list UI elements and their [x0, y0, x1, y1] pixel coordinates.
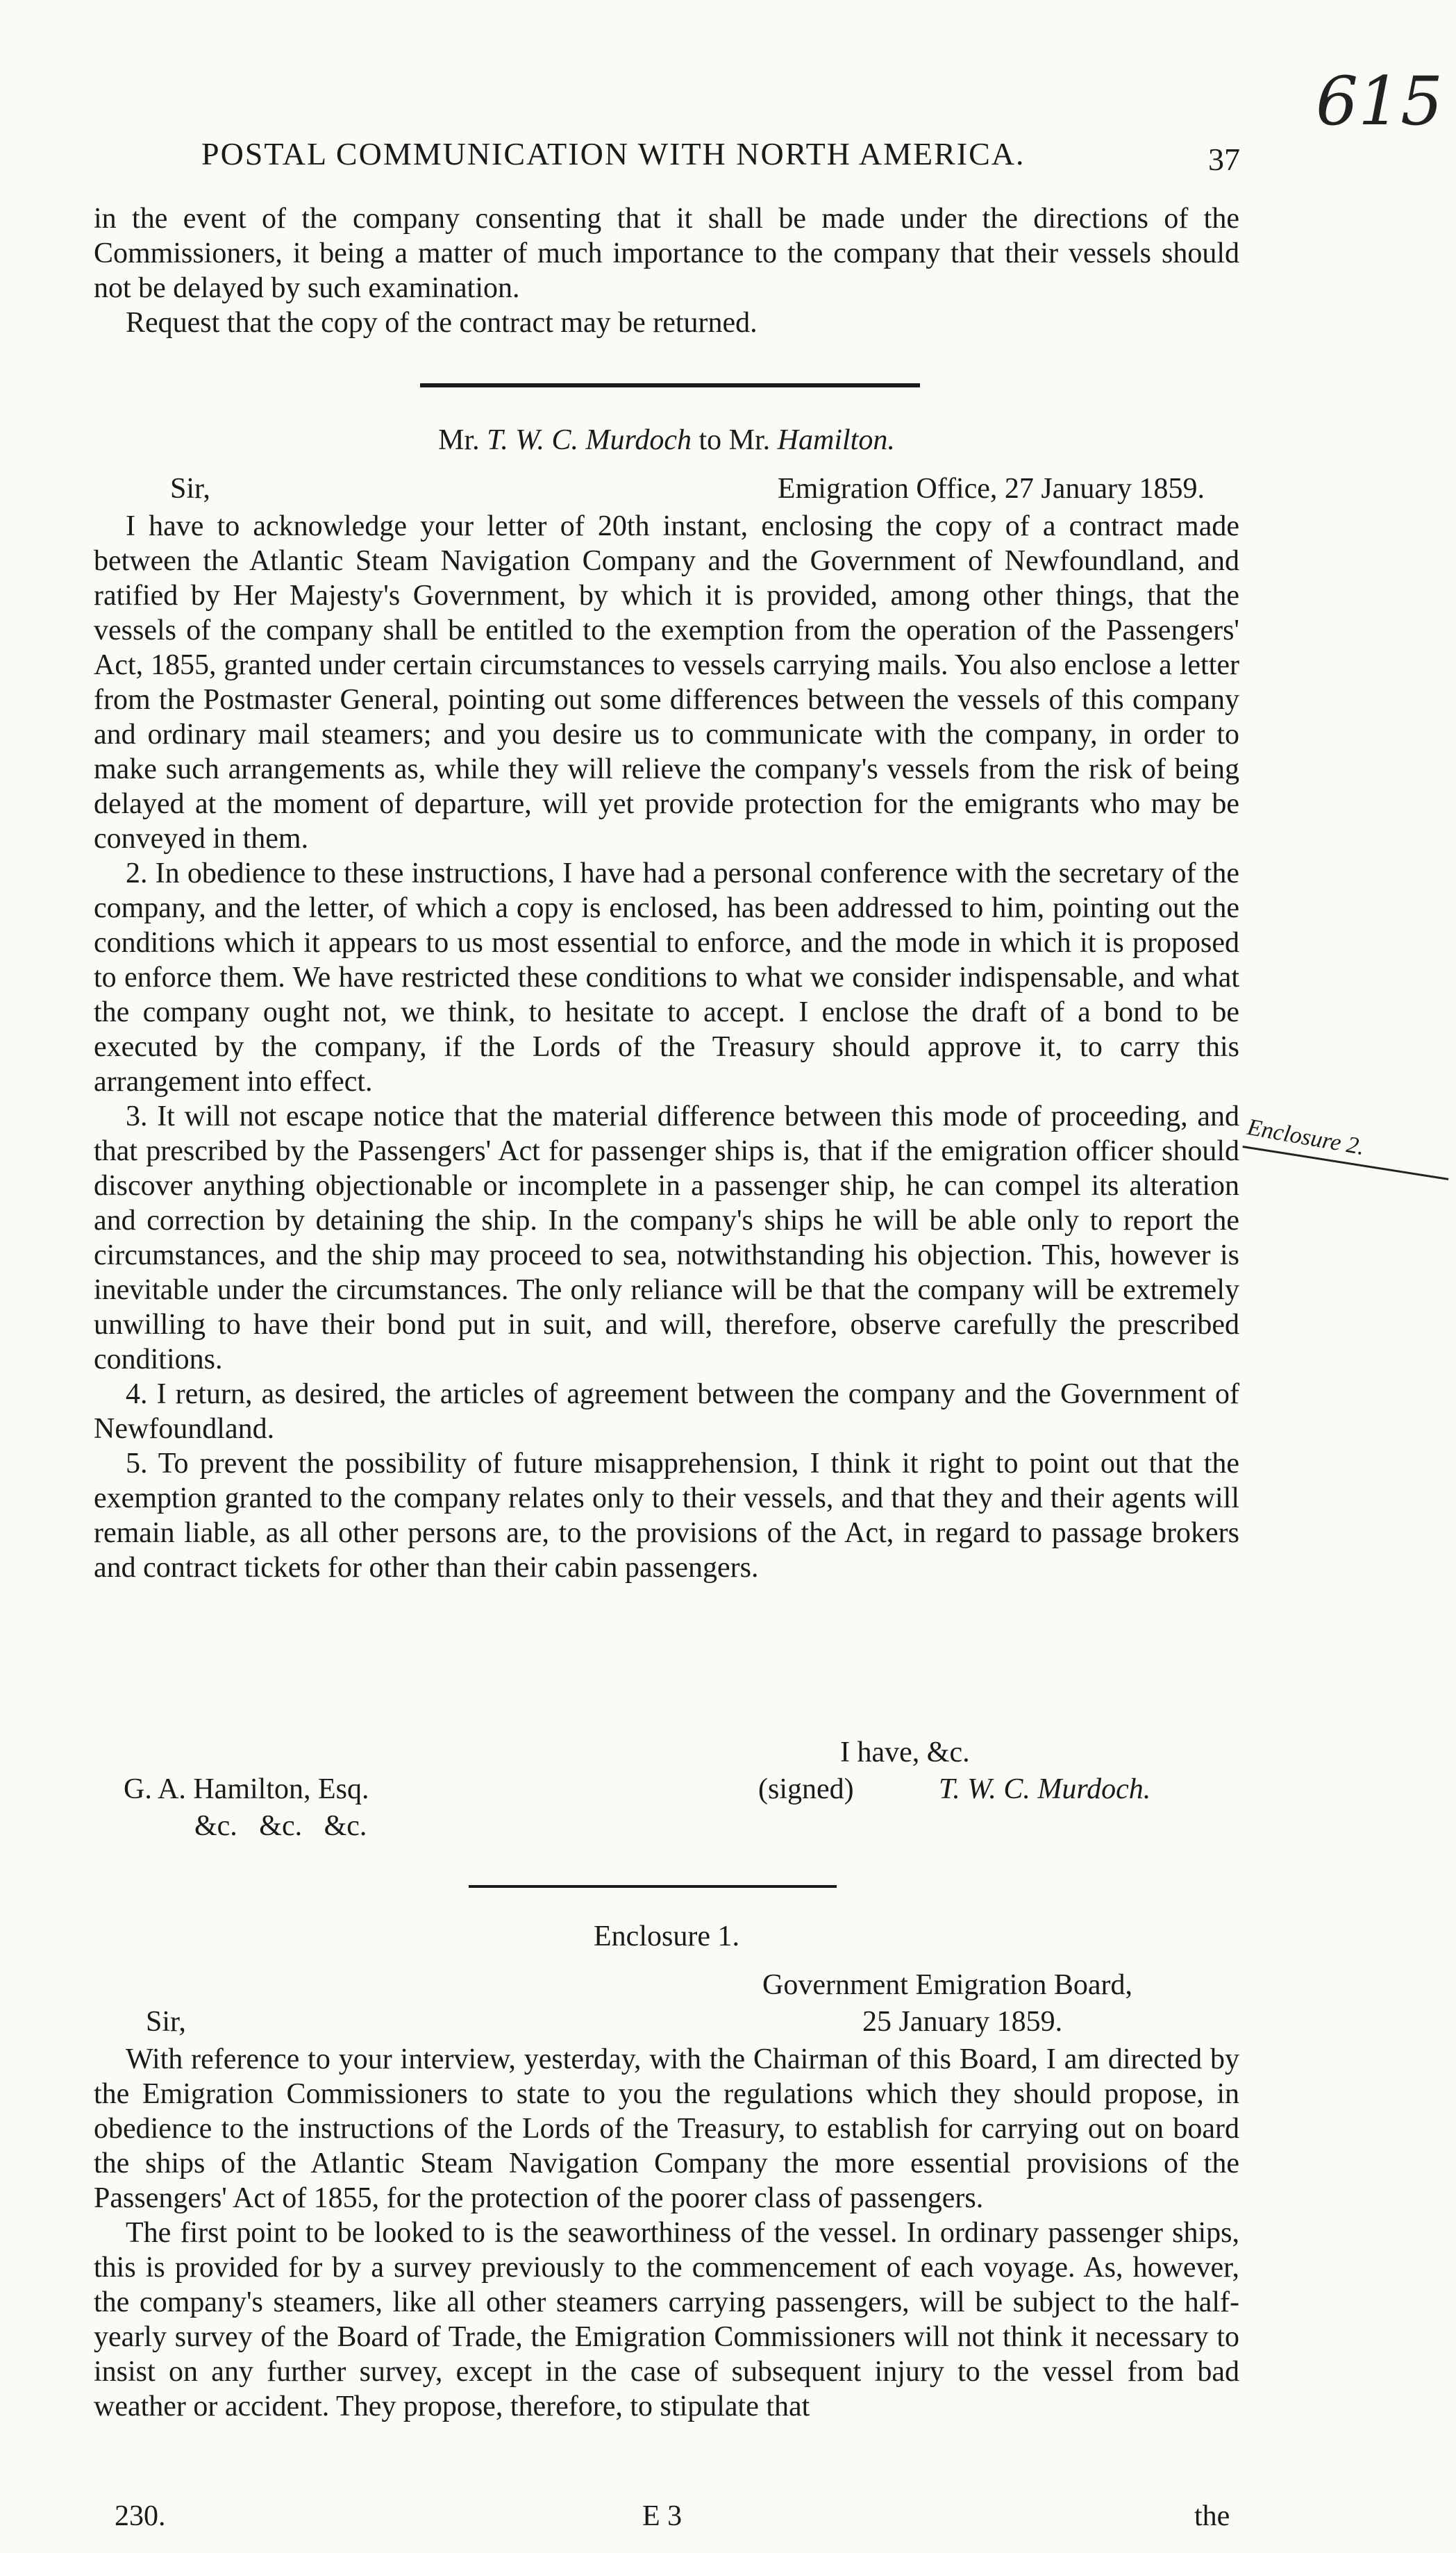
- letter1-heading: [94, 424, 1239, 457]
- enclosure1-body: [94, 2042, 1239, 2424]
- letter1-closing: I have, &c.: [840, 1736, 970, 1768]
- enclosure1-date: 25 January 1859.: [862, 2006, 1063, 2038]
- page-number: 37: [1208, 142, 1240, 177]
- footer-signature-number: 230.: [115, 2500, 166, 2532]
- enclosure1-paragraph: With reference to your interview, yesterday, with the Chairman of this Board, I am directed by the Emigration Commissioners to state to you the regulations which they should propose, in obedience to the instructions of the Lords of the Treasury, to establish for carrying out on board the ships of the Atlantic Steam Navigation Company the more essential provisions of the Passengers' Act of 1855, for the protection of the poorer class of passengers.: [94, 2043, 1239, 2214]
- letter1-paragraph: 3. It will not escape notice that the material difference between this mode of proceeding, and that prescribed by the Passengers' Act for passenger ships is, that if the emigration officer should discover anything objectionable or incomplete in a passenger ship, he can compel its alteration and correction by detaining the ship. In the company's ships he will be able only to report the circumstances, and the ship may proceed to sea, notwithstanding his objection. This, however is inevitable under the circumstances. The only reliance will be that the company will be extremely unwilling to have their bond put in suit, and will, therefore, observe carefully the prescribed conditions.: [94, 1100, 1239, 1375]
- enclosure1-paragraph: The first point to be looked to is the seaworthiness of the vessel. In ordinary passenger ships, this is provided for by a survey previously to the commencement of each voyage. As, however, the company's steamers, like all other steamers carrying passengers, will be subject to the half-yearly survey of the Board of Trade, the Emigration Commissioners will not think it necessary to insist on any further survey, except in the case of subsequent injury to the vessel from bad weather or accident. They propose, therefore, to stipulate that: [94, 2217, 1239, 2422]
- carryover-text: [94, 201, 1239, 340]
- footer-catchword: the: [1194, 2500, 1230, 2532]
- letter1-salutation: Sir,: [170, 473, 210, 505]
- carryover-request: Request that the copy of the contract may be returned.: [126, 307, 758, 339]
- heading-from: T. W. C. Murdoch: [487, 424, 692, 456]
- footer-signature-mark: E 3: [642, 2500, 683, 2532]
- section-divider: [469, 1885, 837, 1888]
- heading-to: Hamilton.: [777, 424, 895, 456]
- letter1-paragraph: 2. In obedience to these instructions, I have had a personal conference with the secretary of the company, and the letter, of which a copy is enclosed, has been addressed to him, pointing out the conditions which it appears to us most essential to enforce, and the mode in which it is proposed to enforce them. We have restricted these conditions to what we consider indispensable, and what the company ought not, we think, to hesitate to accept. I enclose the draft of a bond to be executed by the company, if the Lords of the Treasury should approve it, to carry this arrangement into effect.: [94, 857, 1239, 1098]
- enclosure1-place: Government Emigration Board,: [762, 1969, 1133, 2001]
- letter1-signature: [939, 1773, 1150, 1806]
- heading-prefix: Mr.: [438, 424, 487, 456]
- heading-mid: to Mr.: [691, 424, 778, 456]
- section-divider: [420, 383, 920, 387]
- letter1-addressee: G. A. Hamilton, Esq.: [124, 1773, 369, 1805]
- letter1-place-date: Emigration Office, 27 January 1859.: [777, 473, 1205, 505]
- letter1-paragraph: 5. To prevent the possibility of future misapprehension, I think it right to point out that the exemption granted to the company relates only to their vessels, and that they and their agents will remain liable, as all other persons are, to the provisions of the Act, in regard to passage brokers and contract tickets for other than their cabin passengers.: [94, 1448, 1239, 1584]
- margin-note-enclosure: Enclosure 2.: [1245, 1114, 1367, 1161]
- enclosure1-salutation: Sir,: [146, 2006, 186, 2038]
- letter1-paragraph: I have to acknowledge your letter of 20th instant, enclosing the copy of a contract made between the Atlantic Steam Navigation Company and the Government of Newfoundland, and ratified by Her Majesty's Government, by which it is provided, among other things, that the vessels of the company shall be entitled to the exemption from the operation of the Passengers' Act, 1855, granted under certain circumstances to vessels carrying mails. You also enclose a letter from the Postmaster General, pointing out some differences between the vessels of this company and ordinary mail steamers; and you desire us to communicate with the company, in order to make such arrangements as, while they will relieve the company's vessels from the risk of being delayed at the moment of departure, will yet provide protection for the emigrants who may be conveyed in them.: [94, 510, 1239, 855]
- running-title: POSTAL COMMUNICATION WITH NORTH AMERICA.: [201, 136, 1026, 171]
- letter1-body: [94, 509, 1239, 1585]
- letter1-signed-label: (signed): [758, 1773, 854, 1805]
- letter1-addressee-etc: &c. &c. &c.: [194, 1810, 367, 1842]
- signature-text: T. W. C. Murdoch.: [939, 1773, 1151, 1805]
- handwritten-folio-number: 615: [1316, 62, 1444, 140]
- enclosure1-heading: Enclosure 1.: [594, 1920, 739, 1952]
- letter1-paragraph: 4. I return, as desired, the articles of agreement between the company and the Government of Newfoundland.: [94, 1378, 1239, 1445]
- carryover-paragraph: in the event of the company consenting that it shall be made under the directions of the Commissioners, it being a matter of much importance to the company that their vessels should not be delayed by such examination.: [94, 203, 1239, 304]
